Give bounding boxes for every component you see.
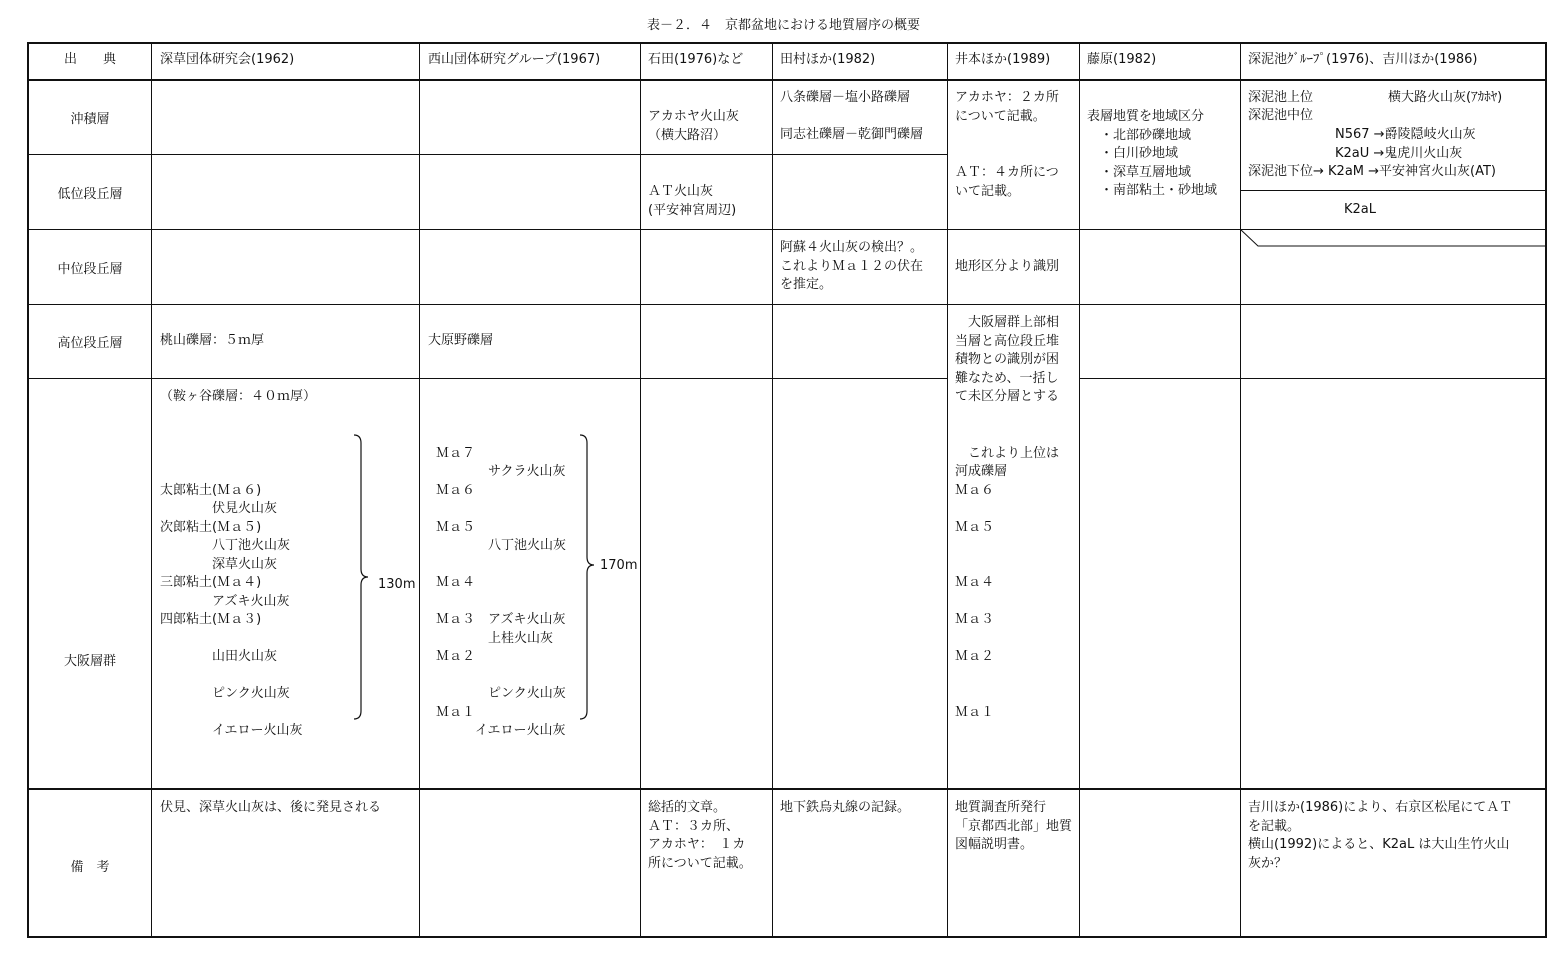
midorogaike-divider <box>1240 190 1547 191</box>
text-line: 表層地質を地域区分 <box>1087 109 1205 124</box>
text-line: 阿蘇４火山灰の検出？。 <box>780 240 924 255</box>
midorogaike-k2au: K2aU →鬼虎川火山灰 <box>1335 146 1463 161</box>
row-label-osaka-group: 大阪層群 <box>63 654 116 669</box>
tamura-mid-terrace <box>780 239 923 295</box>
text-line: アカホヤ： １カ <box>648 837 746 852</box>
midorogaike-slant-divider <box>1240 229 1547 249</box>
text-line <box>780 108 923 127</box>
nishiyama-osaka-list <box>436 426 566 759</box>
list-item: Ｍａ５ <box>955 519 995 535</box>
column-divider <box>151 42 152 938</box>
midorogaike-n567: N567 →爵陵隠岐火山灰 <box>1335 127 1476 142</box>
list-item <box>436 556 566 575</box>
table-title: 表－２．４ 京都盆地における地質層序の概要 <box>646 18 920 33</box>
list-item: イエロー火山灰 <box>160 723 303 738</box>
list-item: Ｍａ５ <box>436 519 476 535</box>
header-label: 出 典 <box>63 52 116 67</box>
list-item <box>436 500 566 519</box>
list-item: イエロー火山灰 <box>436 723 566 738</box>
imoto-low-terrace <box>955 164 1059 201</box>
column-divider <box>1079 42 1080 938</box>
column-divider <box>947 42 948 938</box>
text-line: アカホヤ：２カ所 <box>955 90 1059 105</box>
list-item: ・北部砂礫地域 <box>1087 127 1192 143</box>
list-item <box>955 685 1059 704</box>
source-fukakusa: 深草団体研究会(1962) <box>160 52 295 67</box>
midorogaike-middle-label: 深泥池中位 <box>1248 108 1314 123</box>
list-item: 伏見火山灰 <box>160 501 278 516</box>
list-item: 上桂火山灰 <box>436 630 554 646</box>
source-nishiyama: 西山団体研究グループ(1967) <box>428 52 601 67</box>
text-line: 難なため、一括し <box>955 370 1059 386</box>
list-item: Ｍａ４ <box>436 575 476 590</box>
list-item: アズキ火山灰 <box>160 593 290 609</box>
source-tamura: 田村ほか(1982) <box>780 52 876 67</box>
row-label-mid-terrace: 中位段丘層 <box>57 262 123 277</box>
row-label-high-terrace: 高位段丘層 <box>57 336 123 351</box>
nishiyama-thickness: 170m <box>600 558 638 573</box>
list-item: 深草火山灰 <box>160 556 278 572</box>
list-item: Ｍａ６ <box>955 482 995 498</box>
list-item: Ｍａ１ <box>955 704 995 720</box>
text-line: いて記載。 <box>955 183 1021 199</box>
text-line: 所について記載。 <box>648 855 752 871</box>
list-item: サクラ火山灰 <box>436 464 566 479</box>
list-item: 四郎粘土(Ｍａ３) <box>160 612 262 627</box>
text-line: ＡＴ：３カ所、 <box>648 818 740 834</box>
text-line: 吉川ほか(1986)により、右京区松尾にてＡＴ <box>1248 800 1513 815</box>
list-item <box>436 593 566 612</box>
midorogaike-upper-label: 深泥池上位 <box>1248 90 1314 105</box>
list-item: Ｍａ６ <box>436 482 476 498</box>
imoto-alluvium <box>955 89 1059 126</box>
midorogaike-lower: 深泥池下位→ K2aM →平安神宮火山灰(AT) <box>1248 164 1496 179</box>
fukakusa-remarks: 伏見、深草火山灰は、後に発見される <box>160 800 382 815</box>
ishida-alluvium <box>648 108 739 145</box>
list-item <box>955 537 1059 556</box>
list-item: ・南部粘土・砂地域 <box>1087 183 1218 198</box>
ishida-remarks <box>648 799 752 873</box>
text-line: 積物との識別が困 <box>955 352 1060 367</box>
list-item <box>160 667 302 686</box>
list-item <box>955 593 1059 612</box>
text-line: 八条礫層－塩小路礫層 <box>780 90 911 105</box>
text-line: 図幅説明書。 <box>955 837 1034 852</box>
list-item <box>955 556 1059 575</box>
text-line: 大阪層群上部相 <box>955 315 1060 330</box>
text-line: を記載。 <box>1248 818 1301 834</box>
list-item: これより上位は <box>955 445 1060 461</box>
row-divider <box>27 154 947 155</box>
midorogaike-upper-ash: 横大路火山灰(ｱｶﾎﾔ) <box>1388 90 1503 105</box>
row-label-remarks: 備 考 <box>70 860 110 875</box>
row-divider <box>1079 378 1547 379</box>
nishiyama-high-terrace: 大原野礫層 <box>428 333 494 348</box>
imoto-remarks <box>955 799 1072 855</box>
list-item: 山田火山灰 <box>160 649 278 664</box>
row-divider <box>27 378 947 379</box>
text-line: 当層と高位段丘堆 <box>955 333 1060 349</box>
list-item: 太郎粘土(Ｍａ６) <box>160 482 262 498</box>
text-line: これよりＭａ１２の伏在 <box>780 258 924 274</box>
midorogaike-remarks <box>1248 799 1512 873</box>
column-divider <box>419 42 420 938</box>
text-line: (平安神宮周辺) <box>648 202 737 218</box>
text-line: （横大路沼） <box>648 127 727 143</box>
list-item: 次郎粘土(Ｍａ５) <box>160 519 262 535</box>
text-line: 横山(1992)によると、K2aL は大山生竹火山 <box>1248 837 1510 852</box>
list-item: 八丁池火山灰 <box>436 538 567 553</box>
list-item <box>160 630 302 649</box>
column-divider <box>1240 42 1241 938</box>
nishiyama-brace <box>578 434 600 720</box>
list-item: Ｍａ２ <box>436 649 476 664</box>
list-item <box>955 667 1059 686</box>
text-line: 同志社礫層－乾御門礫層 <box>780 127 924 142</box>
list-item: ・白川砂地域 <box>1087 146 1179 161</box>
list-item: ピンク火山灰 <box>160 686 290 701</box>
row-label-low-terrace: 低位段丘層 <box>57 187 123 202</box>
imoto-mid-terrace: 地形区分より識別 <box>955 259 1060 274</box>
text-line: 地質調査所発行 <box>955 800 1047 815</box>
list-item: Ｍａ４ <box>955 575 995 590</box>
source-midorogaike: 深泥池ｸﾞﾙｰﾌﾟ(1976)、吉川ほか(1986) <box>1248 52 1478 67</box>
imoto-osaka-list <box>955 426 1059 741</box>
tamura-remarks: 地下鉄烏丸線の記録。 <box>780 800 911 815</box>
midorogaike-k2al: K2aL <box>1344 202 1377 217</box>
text-line: アカホヤ火山灰 <box>648 109 739 124</box>
row-label-alluvium: 沖積層 <box>70 112 110 127</box>
fukakusa-thickness: 130m <box>378 577 416 592</box>
fukakusa-brace <box>352 434 374 720</box>
list-item <box>955 630 1059 649</box>
column-divider <box>640 42 641 938</box>
imoto-high-terrace <box>955 314 1059 407</box>
text-line: ＡＴ：４カ所につ <box>955 165 1059 180</box>
list-item: ・深草互層地域 <box>1087 164 1192 180</box>
fujiwara-surface-geology <box>1087 108 1217 201</box>
list-item: Ｍａ２ <box>955 649 995 664</box>
list-item: 河成礫層 <box>955 464 1008 479</box>
text-line: 灰か？ <box>1248 855 1288 871</box>
text-line: 「京都西北部」地質 <box>955 818 1073 834</box>
text-line: 総括的文章。 <box>648 800 727 815</box>
text-line: について記載。 <box>955 108 1046 124</box>
list-item <box>955 500 1059 519</box>
fukakusa-high-terrace: 桃山礫層：５ｍ厚 <box>160 333 265 348</box>
row-divider <box>27 304 1547 305</box>
list-item: Ｍａ７ <box>436 445 476 461</box>
source-imoto: 井本ほか(1989) <box>955 52 1051 67</box>
list-item: Ｍａ３ <box>955 612 995 627</box>
column-divider <box>772 42 773 938</box>
text-line: ＡＴ火山灰 <box>648 184 714 199</box>
list-item <box>436 667 566 686</box>
ishida-low-terrace <box>648 183 736 220</box>
header-divider <box>27 79 1547 81</box>
fukakusa-kuragatani: （鞍ヶ谷礫層：４０ｍ厚） <box>160 389 317 404</box>
tamura-alluvium <box>780 89 923 145</box>
list-item <box>160 704 302 723</box>
source-ishida: 石田(1976)など <box>648 52 744 67</box>
list-item: 八丁池火山灰 <box>160 538 291 553</box>
fukakusa-osaka-list <box>160 463 302 759</box>
list-item: ピンク火山灰 <box>436 686 566 701</box>
list-item: Ｍａ１ <box>436 704 476 720</box>
row-divider <box>27 788 1547 790</box>
list-item: 三郎粘土(Ｍａ４) <box>160 575 262 590</box>
source-fujiwara: 藤原(1982) <box>1087 52 1157 67</box>
text-line: を推定。 <box>780 277 833 292</box>
list-item: Ｍａ３ アズキ火山灰 <box>436 612 566 627</box>
text-line: て未区分層とする <box>955 389 1060 404</box>
